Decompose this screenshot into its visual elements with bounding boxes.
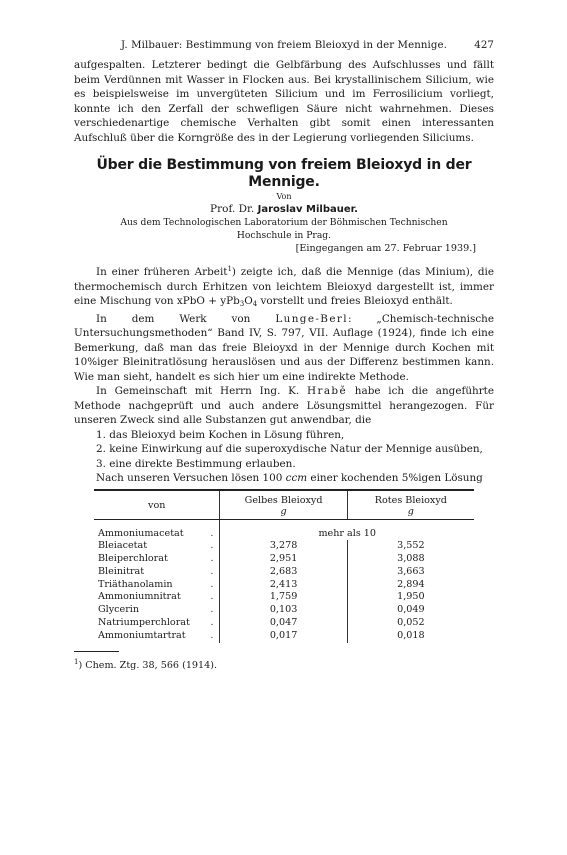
row-name: Bleinitrat . [98,565,216,577]
affiliation-line-1: Aus dem Technologischen Laboratorium der Böhmischen Technischen [120,217,448,228]
cell-gelb: 0,047 [220,617,347,630]
table-row [94,566,474,579]
carryover-paragraph: aufgespalten. Letzterer bedingt die Gelbfärbung des Aufschlusses und fällt beim Verdünnen mit Wasser in Flocken aus. Bei krystallinischem Silicium, wie es beispielsweise im unvergüteten Silicium und im Ferrosilicium vorliegt, konnte ich den Zerfall der schwefligen Säure nicht wahrnehmen. Dieses verschiedenartige chemische Verhalten gibt somit einen interessanten Aufschluß über die Korngröße des in der Legierung vorliegenden Siliciums. [74,59,494,144]
paragraph-2: In dem Werk von Lunge-Berl: „Chemisch-technische Untersuchungsmethoden“ Band IV, S. 797, VII. Auflage (1924), finde ich eine Bemerkung, daß man das freie Bleioyxd in der Mennige durch Kochen mit 10%iger Bleinitratlösung herauslösen und aus der Differenz bestimmen kann. Wie man sieht, handelt es sich hier um eine indirekte Methode. [74,312,494,383]
cell-rot: 0,018 [347,630,474,643]
cell-rot: 3,552 [347,540,474,553]
affiliation-line-2: Hochschule in Prag. [236,229,332,241]
cell-gelb: 0,103 [220,604,347,617]
row-name: Ammoniumacetat . [98,527,216,539]
merged-note: mehr als 10 [220,519,474,540]
cell-rot: 2,894 [347,579,474,592]
table-header-row [94,490,474,520]
paragraph-3: In Gemeinschaft mit Herrn Ing. K. Hrabě habe ich die angeführte Methode nachgeprüft und auch andere Lösungsmittel herangezogen. Für unseren Zweck sind alle Substanzen gut anwendbar, die [74,385,494,426]
table-row [94,591,474,604]
row-name: Bleiacetat . [98,540,216,552]
row-name: Ammoniumtartrat . [98,629,216,641]
list-item-1: 1. das Bleioxyd beim Kochen in Lösung führen, [96,428,345,441]
cell-gelb: 3,278 [220,540,347,553]
row-name: Ammoniumnitrat . [98,591,216,603]
table-row [94,540,474,553]
author-cited: Lunge-Berl [275,312,348,325]
table-row [94,553,474,566]
table-row [94,519,474,540]
table-row [94,604,474,617]
table-row [94,630,474,643]
running-head [74,40,494,58]
col-header-von: von [94,490,220,520]
cell-gelb: 2,413 [220,579,347,592]
table-row [94,617,474,630]
page [74,40,494,672]
cell-rot: 0,049 [347,604,474,617]
author-prefix: Prof. Dr. [210,203,255,215]
cell-rot: 0,052 [347,617,474,630]
table-body [94,519,474,643]
footnote-mark: 1 [227,265,232,273]
cell-gelb: 2,951 [220,553,347,566]
cell-rot: 1,950 [347,591,474,604]
page-number: 427 [474,40,494,51]
received-date: [Eingegangen am 27. Februar 1939.] [295,243,476,254]
cell-rot: 3,088 [347,553,474,566]
paragraph-4: Nach unseren Versuchen lösen 100 ccm einer kochenden 5%igen Lösung [96,472,483,484]
list-item-3: 3. eine direkte Bestimmung erlauben. [96,457,296,470]
row-name: Glycerin . [98,604,216,616]
article-title: Über die Bestimmung von freiem Bleioxyd in der Mennige. [96,157,472,190]
author-name: Jaroslav Milbauer. [257,204,358,215]
table-row [94,579,474,592]
cell-rot: 3,663 [347,566,474,579]
row-name: Bleiperchlorat . [98,553,216,565]
colleague-name: Hrabě [307,385,348,397]
cell-gelb: 0,017 [220,630,347,643]
row-name: Triäthanolamin . [98,578,216,590]
byline-von: Von [276,192,292,201]
footnote-rule [74,651,119,652]
solubility-table [94,489,474,643]
cell-gelb: 2,683 [220,566,347,579]
col-header-gelb: Gelbes Bleioxyd g [220,490,347,520]
list-item-2: 2. keine Einwirkung auf die superoxydische Natur der Mennige ausüben, [96,443,483,455]
col-header-rot: Rotes Bleioxyd g [347,490,474,520]
running-head-title: J. Milbauer: Bestimmung von freiem Bleioxyd in der Mennige. [121,40,447,51]
cell-gelb: 1,759 [220,591,347,604]
row-name: Natriumperchlorat . [98,617,216,629]
footnote: $^1$) Chem. Ztg. 38, 566 (1914). [74,657,218,671]
author-line [74,202,494,217]
paragraph-1: In einer früheren Arbeit$^1$) zeigte ich, daß die Mennige (das Minium), die thermochemisch durch Erhitzen von leichtem Bleioxyd dargestellt ist, immer eine Mischung von xPbO + $yPb_3O_4$ vorstellt und freies Bleioxyd enthält. [74,265,494,308]
